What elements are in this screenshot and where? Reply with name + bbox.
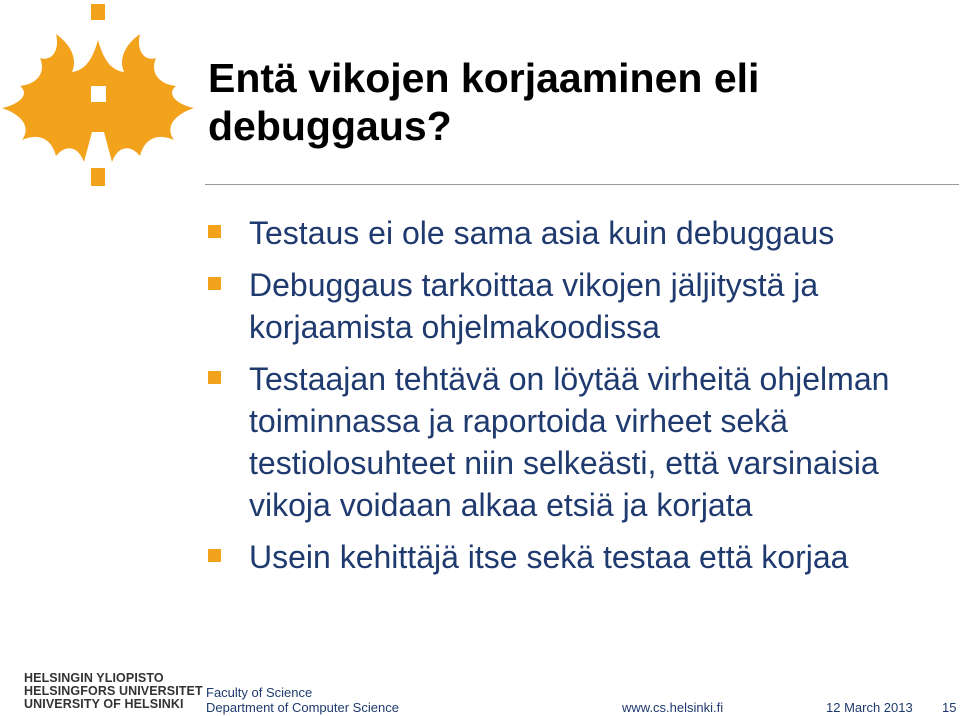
university-flame-logo (0, 0, 205, 200)
square-bullet-icon (208, 277, 221, 290)
bullet-item (208, 212, 948, 254)
square-bullet-icon (208, 371, 221, 384)
footer-department: Department of Computer Science (206, 700, 399, 715)
bullet-item (208, 536, 948, 578)
page-number: 15 (942, 700, 957, 715)
bullet-text: Debuggaus tarkoittaa vikojen jäljitystä ja korjaamista ohjelmakoodissa (249, 267, 819, 345)
slide-title: Entä vikojen korjaaminen eli debuggaus? (208, 55, 760, 149)
footer-faculty-block (206, 685, 399, 715)
bullet-text: Testaus ei ole sama asia kuin debuggaus (249, 215, 835, 251)
university-name-fi: HELSINGIN YLIOPISTO (24, 671, 164, 685)
bullet-text: Testaajan tehtävä on löytää virheitä ohjelman toiminnassa ja raportoida virheet sekä testiolosuhteet niin selkeästi, että varsinaisia vikoja voidaan alkaa etsiä ja korjata (249, 361, 890, 523)
bullet-item (208, 264, 948, 348)
bullet-item (208, 358, 948, 526)
bullet-list (208, 212, 948, 588)
bullet-text: Usein kehittäjä itse sekä testaa että korjaa (249, 539, 849, 575)
square-bullet-icon (208, 225, 221, 238)
university-name-sv: HELSINGFORS UNIVERSITET (24, 684, 203, 698)
footer-date: 12 March 2013 (826, 700, 913, 715)
footer-faculty: Faculty of Science (206, 685, 313, 700)
footer-url[interactable]: www.cs.helsinki.fi (622, 700, 724, 715)
university-name-en: UNIVERSITY OF HELSINKI (24, 697, 184, 711)
title-divider (205, 184, 959, 185)
square-bullet-icon (208, 549, 221, 562)
university-wordmark (24, 672, 203, 711)
